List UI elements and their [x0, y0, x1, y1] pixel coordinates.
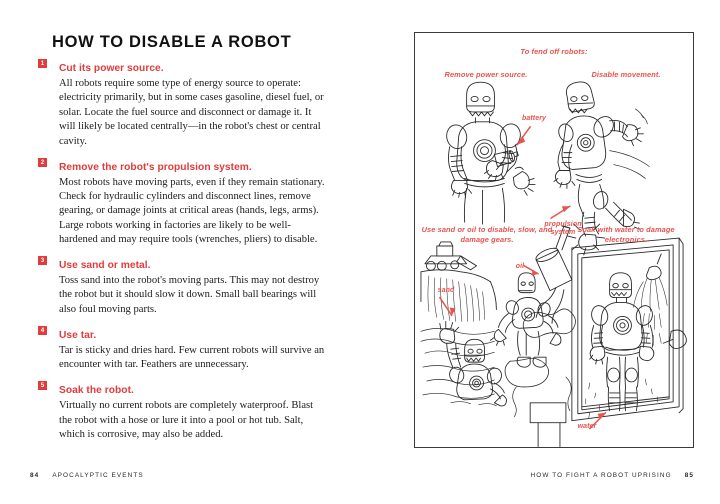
list-item [38, 325, 328, 373]
list-item [38, 58, 328, 149]
list-item [38, 255, 328, 317]
step-number-badge: 4 [38, 326, 47, 335]
robot-figure-power-source [445, 82, 536, 224]
illustration-main-caption: To fend off robots: [520, 47, 588, 56]
step-header [38, 157, 328, 175]
annotation-propulsion-system: propulsion system [544, 221, 582, 237]
caption-disable-movement: Disable movement. [591, 70, 661, 79]
step-number-badge: 1 [38, 59, 47, 68]
step-header [38, 255, 328, 273]
page-title: HOW TO DISABLE A ROBOT [52, 33, 292, 51]
step-body: Toss sand into the robot's moving parts. This may not destroy the robot but it should slow it down. Small ball bearings will also foul moving parts. [59, 275, 320, 315]
step-title: Use sand or metal. [59, 260, 151, 272]
running-head-left: APOCALYPTIC EVENTS [52, 472, 144, 479]
annotation-sand: sand [437, 287, 455, 294]
annotation-water: water [577, 423, 597, 430]
list-item [38, 380, 328, 442]
propulsion-arrow [551, 206, 570, 218]
step-title: Remove the robot's propulsion system. [59, 161, 252, 173]
annotation-battery: battery [521, 115, 547, 122]
right-page [360, 0, 720, 504]
step-title: Cut its power source. [59, 63, 164, 74]
step-header [38, 325, 328, 343]
step-number-badge: 2 [38, 158, 47, 167]
illustration-frame [414, 32, 694, 448]
step-number-badge: 3 [38, 256, 47, 265]
page-number-right: 85 [684, 472, 694, 479]
list-item [38, 157, 328, 248]
caption-remove-power-source: Remove power source. [444, 70, 528, 79]
annotation-oil: oil [515, 263, 525, 270]
steps-list [38, 58, 328, 450]
step-body: Most robots have moving parts, even if they remain stationary. Check for hydraulic cylinders and disconnect lines, remove gearing, or damage joints at critical areas (hands, legs, arms). Large robots working in factories are likely to be well-hardened and may require tools (wrenches, pliers) to disable. [59, 176, 325, 246]
scene-water-shower [572, 238, 687, 421]
page-number-left: 84 [30, 472, 40, 479]
scene-oil-pour [490, 226, 575, 446]
step-body: All robots require some type of energy source to operate: electricity primarily, but in some cases gasoline, diesel fuel, or solar. Locate the fuel source and disconnect or damage it. It will likely be located centrally—in the robot's chest or central cavity. [59, 78, 324, 147]
illustration-canvas [415, 33, 693, 447]
step-number-badge: 5 [38, 381, 47, 390]
step-header [38, 58, 328, 76]
footer-right [531, 472, 694, 479]
caption-soak-with-water: Soak with water to damage electronics. [577, 225, 675, 244]
running-head-right: HOW TO FIGHT A ROBOT UPRISING [530, 472, 672, 479]
step-body: Tar is sticky and dries hard. Few current robots will survive an encounter with tar. Feathers are unnecessary. [59, 344, 325, 371]
caption-sand-or-oil: Use sand or oil to disable, slow, and damage gears. [421, 225, 553, 244]
step-body: Virtually no current robots are completely waterproof. Blast the robot with a hose or lure it into a pool or hot tub. Salt, which is corrosive, may also be added. [59, 400, 314, 440]
scene-sand-pour [421, 242, 507, 406]
step-title: Use tar. [59, 329, 97, 341]
step-title: Soak the robot. [59, 385, 134, 397]
footer-left [30, 472, 144, 479]
step-header [38, 380, 328, 398]
